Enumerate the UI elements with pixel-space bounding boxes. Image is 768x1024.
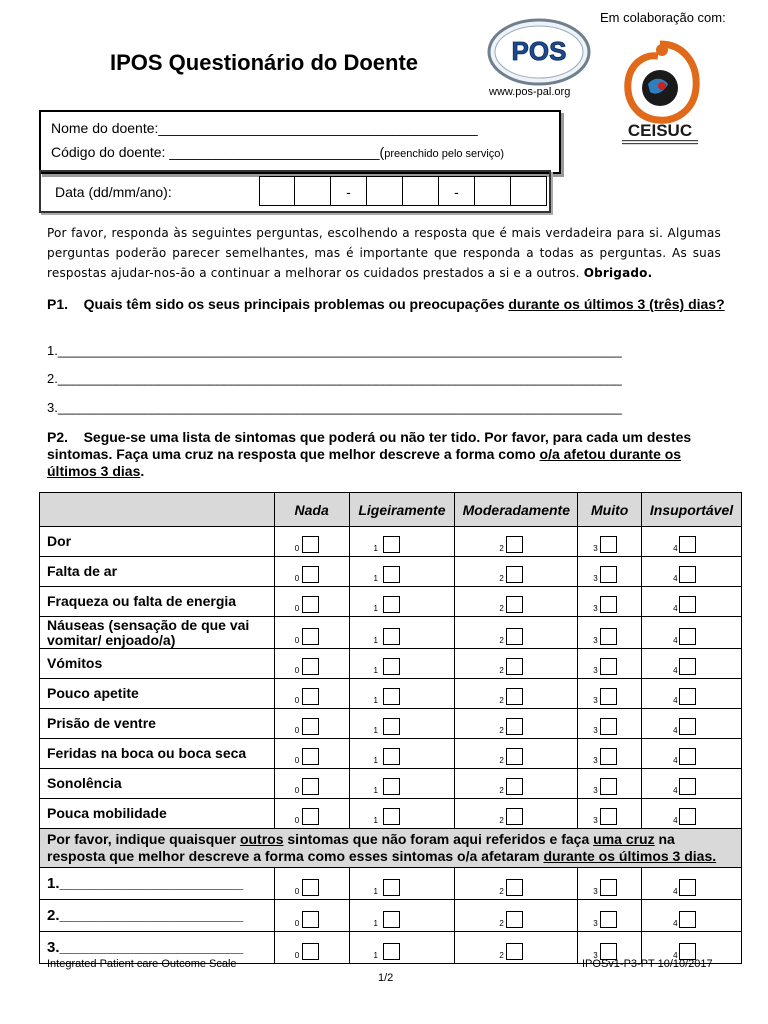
p1-answer-line-3[interactable]: 3.______________________________________________________________________________ [47,400,622,415]
score-option-cell [349,587,455,617]
score-option-cell [455,709,578,739]
score-option-cell [349,527,455,557]
score-number: 0 [294,696,300,705]
score-checkbox[interactable] [302,566,319,583]
score-checkbox[interactable] [383,879,400,896]
symptom-table [39,492,742,964]
score-option-cell [642,587,742,617]
score-checkbox[interactable] [383,596,400,613]
score-number: 1 [373,544,378,553]
score-number: 3 [593,666,598,675]
score-checkbox[interactable] [600,536,617,553]
score-number: 2 [499,816,504,825]
score-checkbox[interactable] [600,911,617,928]
score-checkbox[interactable] [506,911,523,928]
score-checkbox[interactable] [383,628,400,645]
score-checkbox[interactable] [302,596,319,613]
score-checkbox[interactable] [600,566,617,583]
note-underlined: uma cruz [593,831,655,847]
score-option-cell [274,617,349,649]
pos-logo [487,18,591,86]
score-checkbox[interactable] [383,943,400,960]
score-checkbox[interactable] [383,536,400,553]
score-option-cell [274,868,349,900]
score-option-cell [642,769,742,799]
score-number: 1 [373,604,378,613]
score-number: 1 [373,636,378,645]
score-option-cell [642,617,742,649]
score-option-cell [274,799,349,829]
column-header: Moderadamente [455,493,578,527]
score-option-cell [455,587,578,617]
symptom-name: Náuseas (sensação de que vai vomitar/ enjoado/a) [40,617,275,649]
other-symptom-field[interactable]: 2.______________________ [40,900,275,932]
score-checkbox[interactable] [383,718,400,735]
score-number: 3 [593,544,598,553]
score-checkbox[interactable] [302,778,319,795]
symptom-name: Falta de ar [40,557,275,587]
date-separator: - [439,176,475,206]
score-number: 1 [373,951,378,960]
score-number: 4 [673,786,678,795]
score-number: 1 [373,816,378,825]
note-part: sintomas que não foram aqui referidos e faça [283,831,594,847]
score-option-cell [642,557,742,587]
score-option-cell [642,679,742,709]
score-checkbox[interactable] [679,808,696,825]
score-number: 0 [294,604,300,613]
score-checkbox[interactable] [383,748,400,765]
score-number: 4 [673,696,678,705]
score-option-cell [455,739,578,769]
date-separator: - [331,176,367,206]
score-option-cell [274,932,349,964]
score-checkbox[interactable] [679,536,696,553]
score-option-cell [274,527,349,557]
score-option-cell [578,739,642,769]
score-number: 0 [294,756,300,765]
score-checkbox[interactable] [383,688,400,705]
score-checkbox[interactable] [506,718,523,735]
score-number: 0 [294,544,300,553]
score-checkbox[interactable] [600,596,617,613]
page-number: 1/2 [378,972,394,984]
score-option-cell [642,527,742,557]
score-checkbox[interactable] [302,808,319,825]
score-checkbox[interactable] [302,879,319,896]
score-checkbox[interactable] [506,536,523,553]
score-option-cell [578,617,642,649]
score-number: 1 [373,887,378,896]
score-number: 3 [593,696,598,705]
score-checkbox[interactable] [302,536,319,553]
score-number: 3 [593,604,598,613]
score-checkbox[interactable] [506,808,523,825]
score-option-cell [455,769,578,799]
symptom-name: Fraqueza ou falta de energia [40,587,275,617]
score-number: 1 [373,919,378,928]
score-checkbox[interactable] [302,628,319,645]
score-checkbox[interactable] [600,879,617,896]
score-number: 4 [673,726,678,735]
score-checkbox[interactable] [506,596,523,613]
score-checkbox[interactable] [383,566,400,583]
score-number: 0 [294,887,300,896]
score-checkbox[interactable] [302,658,319,675]
score-number: 1 [373,696,378,705]
score-number: 4 [673,887,678,896]
score-checkbox[interactable] [302,748,319,765]
score-number: 1 [373,666,378,675]
score-option-cell [578,679,642,709]
score-number: 2 [499,786,504,795]
score-option-cell [349,868,455,900]
symptom-name: Sonolência [40,769,275,799]
p1-number: P1. [47,296,69,312]
score-checkbox[interactable] [679,911,696,928]
score-checkbox[interactable] [302,718,319,735]
score-checkbox[interactable] [679,879,696,896]
patient-name-field[interactable]: Nome do doente:_________________________________________ [51,120,478,136]
score-option-cell [455,527,578,557]
date-digit-cell[interactable] [475,176,511,206]
score-number: 2 [499,919,504,928]
score-option-cell [349,709,455,739]
score-checkbox[interactable] [506,658,523,675]
score-checkbox[interactable] [600,748,617,765]
column-header: Nada [274,493,349,527]
other-symptom-row [40,900,742,932]
footer-right: IPOSv1-P3-PT 10/10/2017 [582,958,713,970]
other-symptom-row [40,868,742,900]
score-number: 4 [673,574,678,583]
score-checkbox[interactable] [506,778,523,795]
score-checkbox[interactable] [600,688,617,705]
note-part: Por favor, indique quaisquer [47,831,240,847]
score-option-cell [274,900,349,932]
score-checkbox[interactable] [679,628,696,645]
score-number: 4 [673,919,678,928]
score-checkbox[interactable] [302,943,319,960]
score-number: 3 [593,887,598,896]
pos-logo-text: POS [511,36,567,66]
date-digit-cell[interactable] [259,176,295,206]
score-checkbox[interactable] [679,596,696,613]
score-checkbox[interactable] [302,911,319,928]
p2-text: Segue-se uma lista de sintomas que poderá ou não ter tido. Por favor, para cada um destes sintomas. Faça uma cruz na resposta que melhor descreve a forma como [47,429,692,462]
score-option-cell [455,557,578,587]
score-option-cell [578,557,642,587]
score-option-cell [642,739,742,769]
score-number: 4 [673,636,678,645]
score-number: 2 [499,887,504,896]
other-symptom-field[interactable]: 1.______________________ [40,868,275,900]
score-option-cell [274,649,349,679]
score-number: 3 [593,919,598,928]
column-header: Ligeiramente [349,493,455,527]
score-option-cell [642,799,742,829]
ceisuc-logo-text: CEISUC [627,121,693,140]
score-option-cell [578,649,642,679]
p1-answer-line-2[interactable]: 2.______________________________________________________________________________ [47,371,622,386]
score-checkbox[interactable] [600,808,617,825]
score-option-cell [349,617,455,649]
note-underlined: durante os últimos 3 dias. [543,848,717,864]
footer-left: Integrated Patient care Outcome Scale [47,958,237,970]
question-p2 [47,429,727,480]
symptom-row [40,649,742,679]
symptom-name: Dor [40,527,275,557]
p2-underlined: o/a afetou durante os últimos 3 dias [47,446,682,479]
score-number: 1 [373,574,378,583]
score-option-cell [455,649,578,679]
score-number: 2 [499,574,504,583]
score-number: 0 [294,951,300,960]
symptom-row [40,587,742,617]
score-number: 3 [593,786,598,795]
score-checkbox[interactable] [383,658,400,675]
score-option-cell [578,799,642,829]
patient-code-field[interactable] [51,140,559,164]
score-number: 4 [673,816,678,825]
column-header: Insuportável [642,493,742,527]
score-option-cell [578,587,642,617]
score-checkbox[interactable] [679,748,696,765]
score-option-cell [349,799,455,829]
score-option-cell [349,649,455,679]
score-option-cell [642,649,742,679]
score-option-cell [578,769,642,799]
score-checkbox[interactable] [679,718,696,735]
score-option-cell [349,557,455,587]
score-checkbox[interactable] [383,778,400,795]
score-checkbox[interactable] [600,658,617,675]
question-p1 [47,296,727,313]
score-option-cell [274,679,349,709]
score-option-cell [642,868,742,900]
intro-text: Por favor, responda às seguintes perguntas, escolhendo a resposta que é mais verdadeira para si. Algumas perguntas poderão parecer semelhantes, mas é importante que responda a todas as perguntas. As suas respostas ajudar-nos-ão a continuar a melhorar os cuidados prestados a si e a outros. [47,226,721,280]
score-option-cell [349,739,455,769]
score-option-cell [578,527,642,557]
score-number: 4 [673,756,678,765]
score-checkbox[interactable] [302,688,319,705]
score-checkbox[interactable] [679,778,696,795]
score-number: 3 [593,574,598,583]
score-option-cell [642,709,742,739]
score-option-cell [455,900,578,932]
score-option-cell [274,709,349,739]
score-number: 4 [673,604,678,613]
other-symptoms-note-row [40,829,742,868]
score-option-cell [349,769,455,799]
score-checkbox[interactable] [383,808,400,825]
score-checkbox[interactable] [506,943,523,960]
score-number: 2 [499,756,504,765]
symptom-row [40,739,742,769]
symptom-name: Vómitos [40,649,275,679]
score-number: 0 [294,726,300,735]
score-checkbox[interactable] [679,688,696,705]
p1-text: Quais têm sido os seus principais problemas ou preocupações [83,296,509,312]
other-symptom-field[interactable]: 3.______________________ [40,932,275,964]
column-header: Muito [578,493,642,527]
score-checkbox[interactable] [600,778,617,795]
score-number: 2 [499,666,504,675]
score-option-cell [349,932,455,964]
collaboration-label: Em colaboração com: [600,10,726,25]
page-title: IPOS Questionário do Doente [110,50,419,75]
score-number: 3 [593,636,598,645]
score-number: 0 [294,666,300,675]
score-option-cell [455,679,578,709]
score-number: 3 [593,756,598,765]
score-number: 3 [593,951,598,960]
note-part: na resposta que melhor descreve a forma como esses sintomas o/a afetaram [47,831,675,864]
date-digit-cell[interactable] [295,176,331,206]
score-number: 0 [294,574,300,583]
date-digit-cell[interactable] [403,176,439,206]
symptom-name: Pouca mobilidade [40,799,275,829]
score-option-cell [349,679,455,709]
score-checkbox[interactable] [600,628,617,645]
symptom-name: Prisão de ventre [40,709,275,739]
score-option-cell [578,868,642,900]
score-option-cell [274,739,349,769]
score-number: 2 [499,696,504,705]
score-option-cell [455,617,578,649]
score-number: 2 [499,951,504,960]
score-option-cell [274,769,349,799]
score-checkbox[interactable] [679,658,696,675]
score-option-cell [642,900,742,932]
score-checkbox[interactable] [506,566,523,583]
score-option-cell [274,557,349,587]
score-checkbox[interactable] [506,879,523,896]
table-header-row [40,493,742,527]
score-number: 2 [499,636,504,645]
symptom-row [40,679,742,709]
score-number: 4 [673,666,678,675]
intro-paragraph [47,223,721,283]
patient-id-box [39,110,561,174]
score-number: 1 [373,786,378,795]
symptom-row [40,557,742,587]
score-number: 3 [593,816,598,825]
symptom-name: Feridas na boca ou boca seca [40,739,275,769]
other-symptoms-note [40,829,742,868]
date-digit-cell[interactable] [511,176,547,206]
score-number: 1 [373,756,378,765]
score-option-cell [578,709,642,739]
patient-code-note: preenchido pelo serviço) [384,148,505,160]
symptom-header [40,493,275,527]
date-digit-cell[interactable] [367,176,403,206]
score-number: 0 [294,636,300,645]
score-checkbox[interactable] [506,628,523,645]
symptom-row [40,527,742,557]
score-checkbox[interactable] [679,566,696,583]
score-checkbox[interactable] [383,911,400,928]
score-checkbox[interactable] [506,748,523,765]
p2-number: P2. [47,429,69,445]
symptom-row [40,769,742,799]
date-box [39,170,551,213]
score-number: 1 [373,726,378,735]
ceisuc-logo [612,36,708,148]
p1-answer-line-1[interactable]: 1.______________________________________________________________________________ [47,343,622,358]
note-underlined: outros [239,831,284,847]
score-number: 0 [294,816,300,825]
score-number: 0 [294,919,300,928]
score-option-cell [455,932,578,964]
score-number: 3 [593,726,598,735]
score-option-cell [274,587,349,617]
score-option-cell [455,799,578,829]
intro-thanks: Obrigado. [583,266,653,280]
score-option-cell [349,900,455,932]
symptom-row [40,799,742,829]
p1-underlined: durante os últimos 3 (três) dias? [508,296,725,312]
score-number: 4 [673,544,678,553]
score-number: 0 [294,786,300,795]
score-number: 2 [499,726,504,735]
symptom-row [40,709,742,739]
date-cells [259,176,547,206]
score-option-cell [455,868,578,900]
score-number: 4 [673,951,678,960]
score-number: 2 [499,544,504,553]
score-option-cell [578,900,642,932]
p2-end: . [140,463,145,479]
symptom-name: Pouco apetite [40,679,275,709]
symptom-row [40,617,742,649]
score-checkbox[interactable] [600,718,617,735]
score-checkbox[interactable] [506,688,523,705]
date-label: Data (dd/mm/ano): [55,184,172,200]
pos-url: www.pos-pal.org [489,86,571,98]
patient-code-label: Código do doente: ___________________________( [51,144,385,160]
score-number: 2 [499,604,504,613]
